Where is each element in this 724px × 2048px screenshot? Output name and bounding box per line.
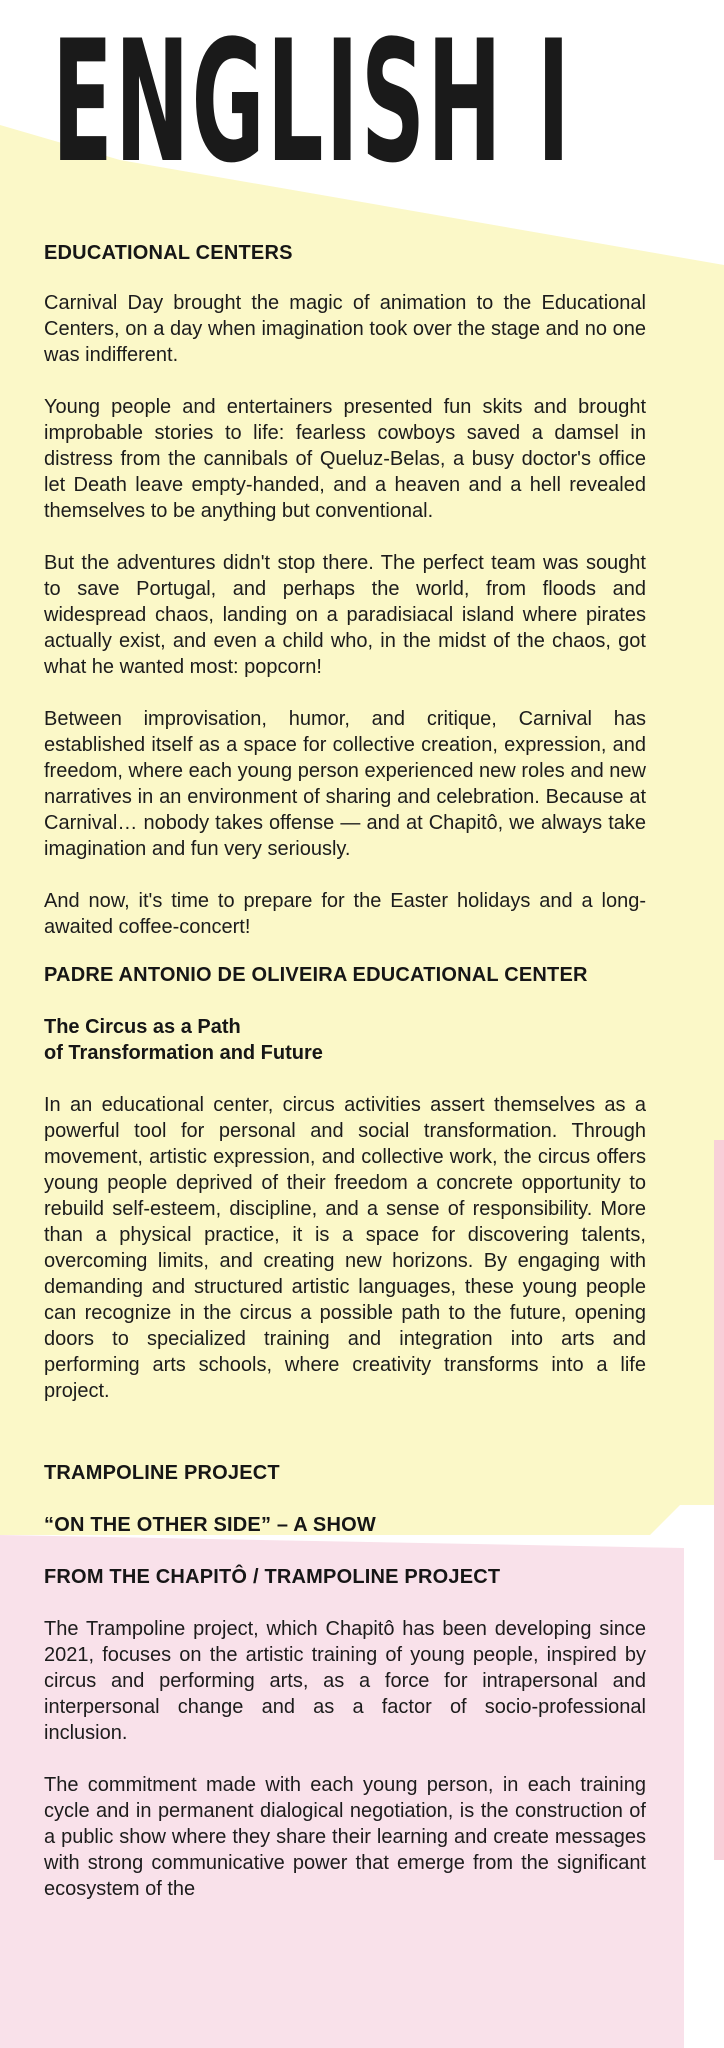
paragraph: Carnival Day brought the magic of animation to the Educational Centers, on a day when imagination took over the stage and no one was indifferent. <box>44 292 646 366</box>
subheading-line-2: of Transformation and Future <box>44 1042 323 1064</box>
paragraph: But the adventures didn't stop there. The perfect team was sought to save Portugal, and perhaps the world, from floods and widespread chaos, landing on a paradisiacal island where pirates actually exist, and even a child who, in the midst of the chaos, got what he wanted most: popcorn! <box>44 552 646 678</box>
paragraph: In an educational center, circus activities assert themselves as a powerful tool for personal and social transformation. Through movement, artistic expression, and collective work, the circus offers young people deprived of their freedom a concrete opportunity to rebuild self-esteem, discipline, and a sense of responsibility. More than a physical practice, it is a space for discovering talents, overcoming limits, and creating new horizons. By engaging with demanding and structured artistic languages, these young people can recognize in the circus a possible path to the future, opening doors to specialized training and integration into arts and performing arts schools, where creativity transforms into a life project. <box>44 1094 646 1402</box>
educational-centers-section <box>44 240 646 940</box>
paragraph: The Trampoline project, which Chapitô has been developing since 2021, focuses on the artistic training of young people, inspired by circus and performing arts, as a force for intrapersonal and interpersonal change and as a factor of socio-professional inclusion. <box>44 1618 646 1744</box>
padre-antonio-section <box>44 962 646 1404</box>
show-heading: “ON THE OTHER SIDE” – A SHOW <box>44 1514 376 1536</box>
paragraph: Between improvisation, humor, and critique, Carnival has established itself as a space for collective creation, expression, and freedom, where each young person experienced new roles and new narratives in an environment of sharing and celebration. Because at Carnival… nobody takes offense — and at Chapitô, we always take imagination and fun very seriously. <box>44 708 646 860</box>
from-heading: FROM THE CHAPITÔ / TRAMPOLINE PROJECT <box>44 1566 501 1588</box>
section-heading-padre-antonio: PADRE ANTONIO DE OLIVEIRA EDUCATIONAL CENTER <box>44 964 588 986</box>
subheading-line-1: The Circus as a Path <box>44 1016 241 1038</box>
page-title: ENGLISH I <box>52 4 573 200</box>
section-heading-trampoline: TRAMPOLINE PROJECT <box>44 1462 280 1484</box>
pink-side-strip <box>714 1140 724 1860</box>
paragraph: And now, it's time to prepare for the Easter holidays and a long-awaited coffee-concert! <box>44 890 646 938</box>
article-content <box>44 240 646 1902</box>
paragraph: Young people and entertainers presented fun skits and brought improbable stories to life: fearless cowboys saved a damsel in distress from the cannibals of Queluz-Belas, a busy doctor's office let Death leave empty-handed, and a heaven and a hell revealed themselves to be anything but conventional. <box>44 396 646 522</box>
paragraph: The commitment made with each young person, in each training cycle and in permanent dialogical negotiation, is the construction of a public show where they share their learning and create messages with strong communicative power that emerge from the significant ecosystem of the <box>44 1774 646 1900</box>
trampoline-section <box>44 1460 646 1902</box>
section-heading-educational-centers: EDUCATIONAL CENTERS <box>44 242 293 264</box>
